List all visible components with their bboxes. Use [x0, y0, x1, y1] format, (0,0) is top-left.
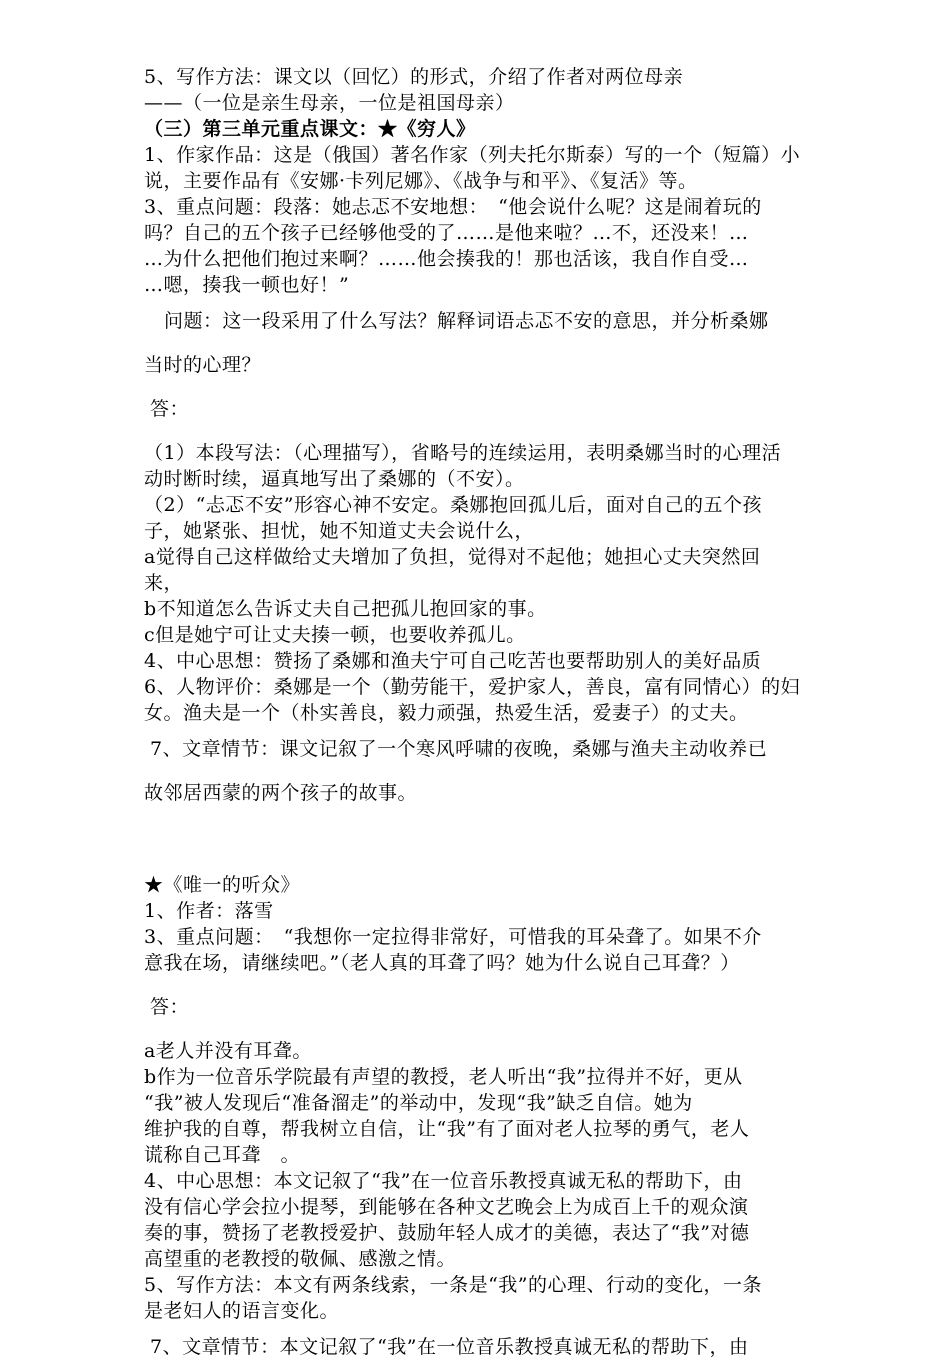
document-page	[144, 64, 890, 1360]
text-line: 动时断时续，逼真地写出了桑娜的（不安）。	[144, 468, 525, 490]
question-line: 问题：这一段采用了什么写法？解释词语忐忑不安的意思，并分析桑娜	[164, 310, 769, 332]
text-line: 7、文章情节：课文记叙了一个寒风呼啸的夜晚，桑娜与渔夫主动收养已	[150, 738, 768, 760]
text-line: 故邻居西蒙的两个孩子的故事。	[144, 782, 418, 804]
text-line: （2）“忐忑不安”形容心神不安定。桑娜抱回孤儿后，面对自己的五个孩	[144, 494, 763, 516]
text-line: 维护我的自尊，帮我树立自信，让“我”有了面对老人拉琴的勇气，老人	[144, 1118, 750, 1140]
answer-label: 答：	[150, 996, 190, 1018]
text-line: 5、写作方法：本文有两条线索，一条是“我”的心理、行动的变化，一条	[144, 1274, 763, 1296]
text-line: 谎称自己耳聋 。	[144, 1144, 301, 1166]
text-line: 高望重的老教授的敬佩、感激之情。	[144, 1248, 457, 1270]
text-line: 女。渔夫是一个（朴实善良，毅力顽强，热爱生活，爱妻子）的丈夫。	[144, 702, 749, 724]
question-line: 当时的心理？	[144, 354, 262, 376]
text-line: 意我在场，请继续吧。”（老人真的耳聋了吗？她为什么说自己耳聋？）	[144, 952, 740, 974]
text-line: 3、重点问题： “我想你一定拉得非常好，可惜我的耳朵聋了。如果不介	[144, 926, 762, 948]
text-line: 4、中心思想：本文记叙了“我”在一位音乐教授真诚无私的帮助下，由	[144, 1170, 743, 1192]
text-line: 没有信心学会拉小提琴，到能够在各种文艺晚会上为成百上千的观众演	[144, 1196, 749, 1218]
text-line: 吗？自己的五个孩子已经够他受的了……是他来啦？…不，还没来！…	[144, 222, 749, 244]
text-line: a觉得自己这样做给丈夫增加了负担，觉得对不起他；她担心丈夫突然回	[144, 546, 761, 568]
text-line: 3、重点问题：段落：她忐忑不安地想： “他会说什么呢？这是闹着玩的	[144, 196, 762, 218]
text-line: 7、文章情节：本文记叙了“我”在一位音乐教授真诚无私的帮助下，由	[150, 1336, 749, 1358]
text-line: c但是她宁可让丈夫揍一顿，也要收养孤儿。	[144, 624, 526, 646]
text-line: …为什么把他们抱过来啊？……他会揍我的！那也活该，我自作自受…	[144, 248, 749, 270]
text-line: 说，主要作品有《安娜·卡列尼娜》、《战争与和平》、《复活》等。	[144, 170, 698, 192]
text-line: 1、作者：落雪	[144, 900, 274, 922]
text-line: 子，她紧张、担忧，她不知道丈夫会说什么，	[144, 520, 535, 542]
text-line: a老人并没有耳聋。	[144, 1040, 312, 1062]
text-line: 奏的事，赞扬了老教授爱护、鼓励年轻人成才的美德，表达了“我”对德	[144, 1222, 750, 1244]
text-line: 来，	[144, 572, 184, 594]
text-line: 4、中心思想：赞扬了桑娜和渔夫宁可自己吃苦也要帮助别人的美好品质	[144, 650, 762, 672]
text-line: …嗯，揍我一顿也好！”	[144, 274, 350, 296]
text-line: 6、人物评价：桑娜是一个（勤劳能干，爱护家人，善良，富有同情心）的妇	[144, 676, 801, 698]
text-line: 5、写作方法：课文以（回忆）的形式，介绍了作者对两位母亲	[144, 66, 684, 88]
text-line: b不知道怎么告诉丈夫自己把孤儿抱回家的事。	[144, 598, 547, 620]
text-line: 是老妇人的语言变化。	[144, 1300, 340, 1322]
text-line: 1、作家作品：这是（俄国）著名作家（列夫托尔斯泰）写的一个（短篇）小	[144, 144, 801, 166]
text-line: “我”被人发现后“准备溜走”的举动中，发现“我”缺乏自信。她为	[144, 1092, 693, 1114]
text-line: ——（一位是亲生母亲，一位是祖国母亲）	[144, 92, 515, 114]
answer-label: 答：	[150, 398, 190, 420]
section-heading: （三）第三单元重点课文：★《穷人》	[144, 118, 476, 140]
text-line: b作为一位音乐学院最有声望的教授，老人听出“我”拉得并不好，更从	[144, 1066, 743, 1088]
text-line: （1）本段写法：（心理描写），省略号的连续运用，表明桑娜当时的心理活	[144, 442, 782, 464]
section-heading: ★《唯一的听众》	[144, 874, 301, 896]
